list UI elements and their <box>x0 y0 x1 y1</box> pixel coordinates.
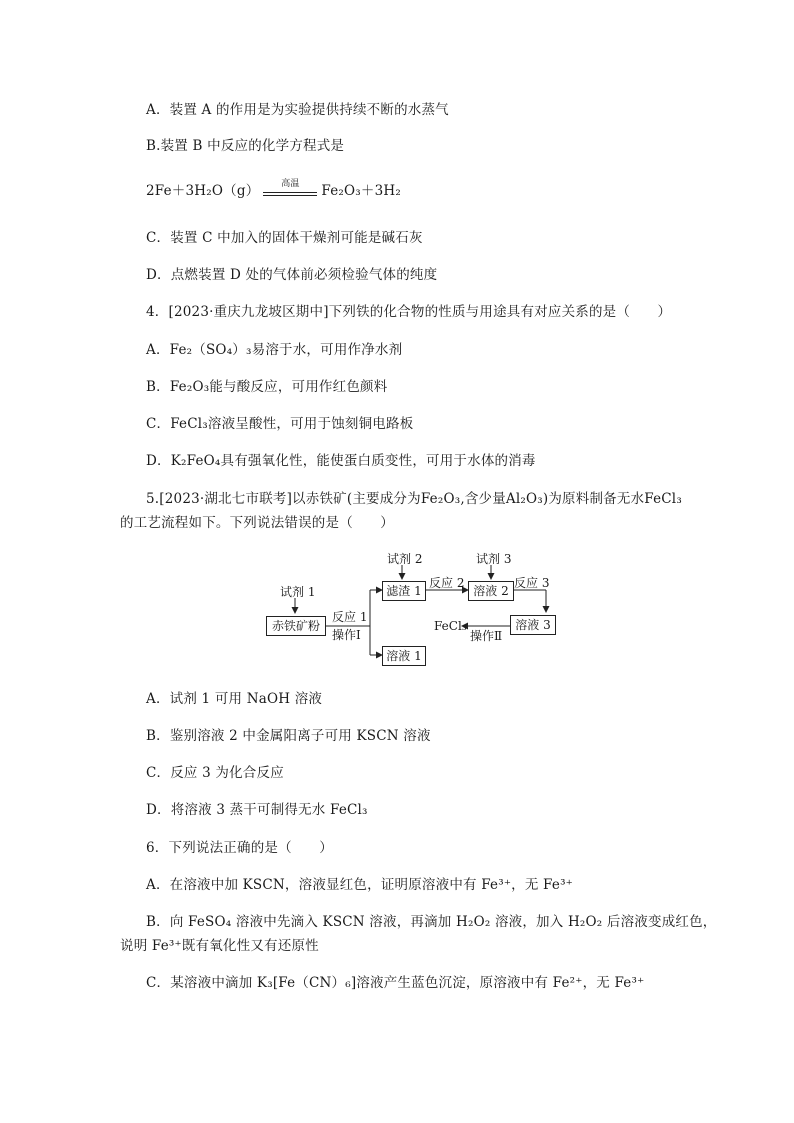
q6-option-b-line1: B．向 FeSO₄ 溶液中先滴入 KSCN 溶液，再滴加 H₂O₂ 溶液，加入 H₂O₂ 后溶液变成红色， <box>146 914 717 930</box>
q5-option-a: A．试剂 1 可用 NaOH 溶液 <box>146 691 323 707</box>
flow-ore-box: 赤铁矿粉 <box>266 616 326 636</box>
q4-option-a: A．Fe₂（SO₄）₃易溶于水，可用作净水剂 <box>146 342 403 358</box>
equation-right: Fe₂O₃＋3H₂ <box>321 183 401 199</box>
q4-option-d: D．K₂FeO₄具有强氧化性，能使蛋白质变性，可用于水体的消毒 <box>146 453 536 469</box>
flow-reaction2: 反应 2 <box>429 576 465 590</box>
q3-equation <box>146 178 401 201</box>
q6-option-b-line2: 说明 Fe³⁺既有氧化性又有还原性 <box>120 938 319 954</box>
q5-option-b: B．鉴别溶液 2 中金属阳离子可用 KSCN 溶液 <box>146 728 431 744</box>
q6-option-c: C．某溶液中滴加 K₃[Fe（CN）₆]溶液产生蓝色沉淀，原溶液中有 Fe²⁺，无 Fe³⁺ <box>146 975 645 991</box>
flow-reagent3: 试剂 3 <box>476 552 512 566</box>
flow-reaction3: 反应 3 <box>514 576 550 590</box>
equation-left: 2Fe＋3H₂O（g） <box>146 183 260 199</box>
equation-condition: 高温 <box>281 178 300 189</box>
flow-reagent1: 试剂 1 <box>280 585 316 599</box>
q4-stem: 4．[2023·重庆九龙坡区期中]下列铁的化合物的性质与用途具有对应关系的是（ ） <box>146 304 672 320</box>
flow-reagent2: 试剂 2 <box>387 552 423 566</box>
flow-solution3-box: 溶液 3 <box>510 615 556 635</box>
q3-option-c: C．装置 C 中加入的固体干燥剂可能是碱石灰 <box>146 230 423 246</box>
flow-residue1-box: 滤渣 1 <box>382 581 426 601</box>
flow-solution1-box: 溶液 1 <box>382 646 426 666</box>
q4-option-c: C．FeCl₃溶液呈酸性，可用于蚀刻铜电路板 <box>146 416 414 432</box>
q3-option-d: D．点燃装置 D 处的气体前必须检验气体的纯度 <box>146 267 438 283</box>
q6-stem: 6．下列说法正确的是（ ） <box>146 840 333 856</box>
equation-condition-arrow <box>263 178 317 201</box>
q3-option-a: A．装置 A 的作用是为实验提供持续不断的水蒸气 <box>146 102 449 118</box>
flow-product: FeCl₃ <box>434 619 467 633</box>
q5-stem-line2: 的工艺流程如下。下列说法错误的是（ ） <box>120 515 394 531</box>
flow-solution2-box: 溶液 2 <box>468 581 514 601</box>
process-flowchart <box>260 552 560 668</box>
q5-option-d: D．将溶液 3 蒸干可制得无水 FeCl₃ <box>146 802 368 818</box>
flow-operation2: 操作Ⅱ <box>470 629 503 643</box>
q4-option-b: B．Fe₂O₃能与酸反应，可用作红色颜料 <box>146 379 388 395</box>
q5-stem-line1: 5.[2023·湖北七市联考]以赤铁矿(主要成分为Fe₂O₃,含少量Al₂O₃)为原料制备无水FeCl₃ <box>146 491 682 507</box>
q3-option-b: B.装置 B 中反应的化学方程式是 <box>146 138 345 154</box>
q5-option-c: C．反应 3 为化合反应 <box>146 765 284 781</box>
flow-reaction1: 反应 1 <box>332 610 368 624</box>
q6-option-a: A．在溶液中加 KSCN，溶液显红色，证明原溶液中有 Fe³⁺，无 Fe³⁺ <box>146 877 574 893</box>
flow-operation1: 操作Ⅰ <box>332 628 361 642</box>
